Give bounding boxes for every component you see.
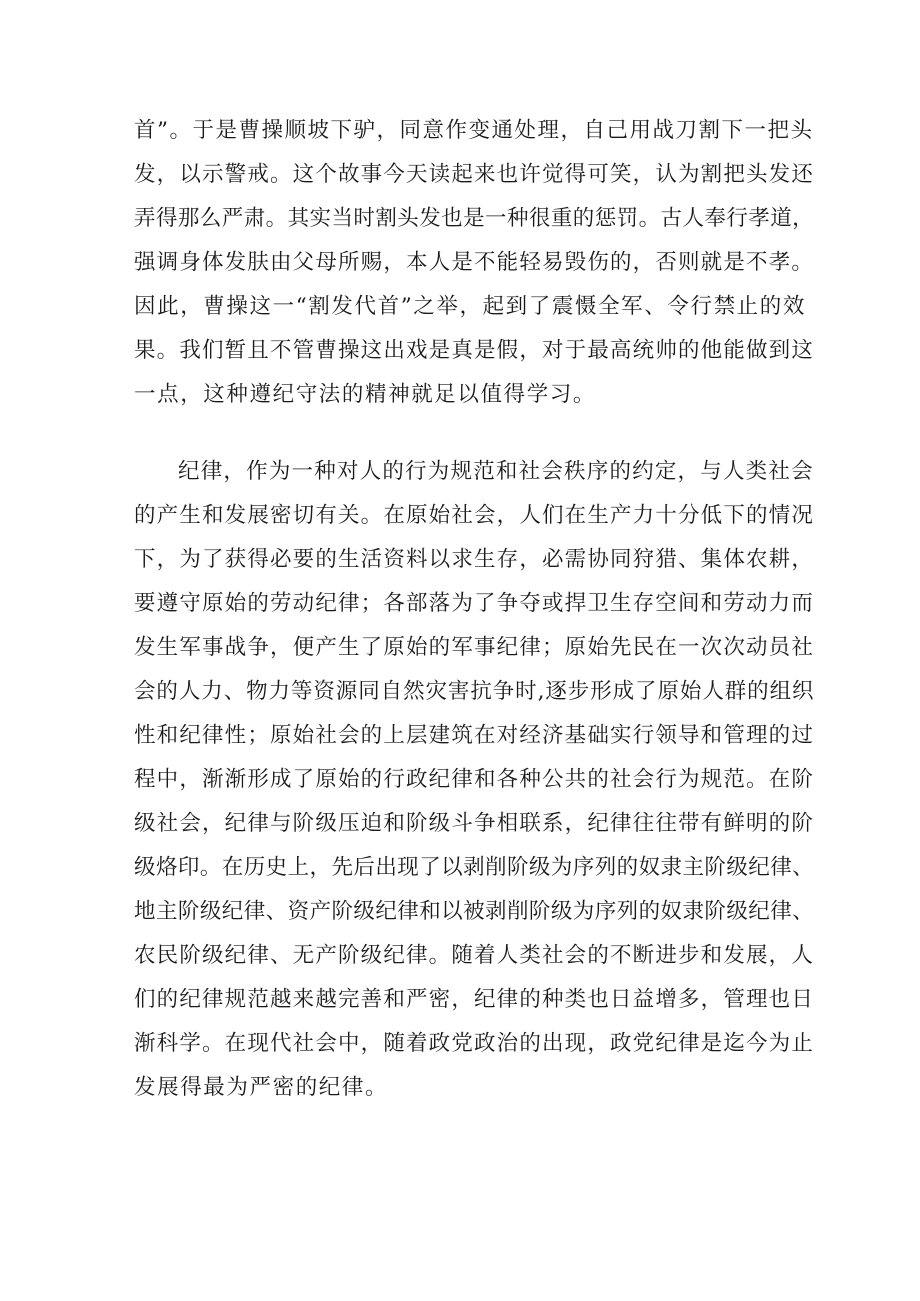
paragraph-1-line-6: 果。我们暂且不管曹操这出戏是真是假，对于最高统帅的他能做到这 <box>134 338 815 363</box>
paragraph-2-line-8: 程中，渐渐形成了原始的行政纪律和各种公共的社会行为规范。在阶 <box>134 767 815 792</box>
paragraph-1-line-4: 强调身体发肤由父母所赐，本人是不能轻易毁伤的，否则就是不孝。 <box>134 250 815 275</box>
paragraph-2-line-15: 发展得最为严密的纪律。 <box>134 1075 389 1100</box>
paragraph-1-line-7: 一点，这种遵纪守法的精神就足以值得学习。 <box>134 382 597 407</box>
paragraph-1-line-5: 因此，曹操这一“割发代首”之举，起到了震慑全军、令行禁止的效 <box>134 294 806 319</box>
paragraph-1-line-3: 弄得那么严肃。其实当时割头发也是一种很重的惩罚。古人奉行孝道， <box>134 206 815 231</box>
paragraph-2-line-13: 们的纪律规范越来越完善和严密，纪律的种类也日益增多，管理也日 <box>134 987 815 1012</box>
paragraph-2-line-5: 发生军事战争，便产生了原始的军事纪律；原始先民在一次次动员社 <box>134 635 815 660</box>
paragraph-2-line-12: 农民阶级纪律、无产阶级纪律。随着人类社会的不断进步和发展，人 <box>134 943 815 968</box>
paragraph-2-line-6: 会的人力、物力等资源同自然灾害抗争时,逐步形成了原始人群的组织 <box>134 679 815 704</box>
paragraph-2-line-10: 级烙印。在历史上，先后出现了以剥削阶级为序列的奴隶主阶级纪律、 <box>134 855 815 880</box>
paragraph-2-line-14: 渐科学。在现代社会中，随着政党政治的出现，政党纪律是迄今为止 <box>134 1031 815 1056</box>
paragraph-1-line-1: 首”。于是曹操顺坡下驴，同意作变通处理，自己用战刀割下一把头 <box>134 118 814 143</box>
paragraph-2-line-9: 级社会，纪律与阶级压迫和阶级斗争相联系，纪律往往带有鲜明的阶 <box>134 811 815 836</box>
paragraph-2-line-7: 性和纪律性；原始社会的上层建筑在对经济基础实行领导和管理的过 <box>134 723 815 748</box>
paragraph-1-line-2: 发，以示警戒。这个故事今天读起来也许觉得可笑，认为割把头发还 <box>134 162 815 187</box>
paragraph-2-line-3: 下，为了获得必要的生活资料以求生存，必需协同狩猎、集体农耕， <box>134 547 815 572</box>
paragraph-2-line-11: 地主阶级纪律、资产阶级纪律和以被剥削阶级为序列的奴隶阶级纪律、 <box>134 899 815 924</box>
paragraph-2-line-4: 要遵守原始的劳动纪律；各部落为了争夺或捍卫生存空间和劳动力而 <box>134 591 815 616</box>
paragraph-2-line-2: 的产生和发展密切有关。在原始社会，人们在生产力十分低下的情况 <box>134 503 815 528</box>
paragraph-2-line-1: 纪律，作为一种对人的行为规范和社会秩序的约定，与人类社会 <box>178 459 814 484</box>
